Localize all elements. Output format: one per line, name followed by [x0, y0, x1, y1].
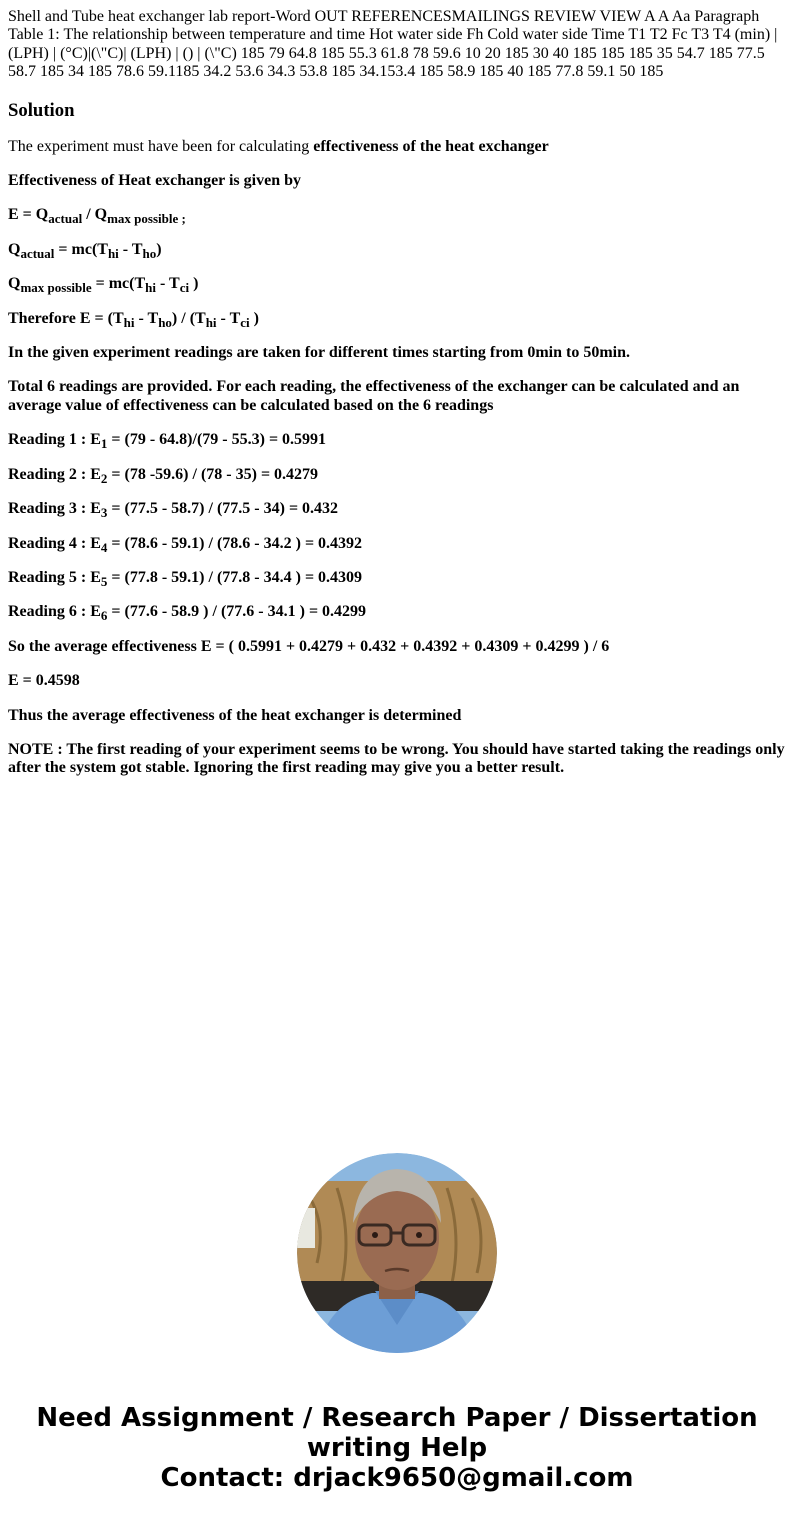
avatar — [297, 1153, 497, 1353]
contact-footer — [0, 1403, 794, 1493]
footer-line-2: writing Help — [306, 1433, 488, 1463]
formula-q-max: $Q_{max possible} = mc(T_{hi} - T_{ci}$ ) — [8, 275, 199, 296]
reading-4: Reading 4 : $E_4 = (78.6 - 59.1) / (78.6 - 34.2$ ) = 0.4392 — [8, 534, 363, 555]
intro-paragraph — [8, 138, 786, 156]
formula-effectiveness: $E = Q_{actual} / Q_{max possible ;}$ — [8, 206, 186, 227]
intro-plain: The experiment must have been for calculating — [8, 137, 314, 155]
average-formula: So the average effectiveness E = ( 0.5991 + 0.4279 + 0.432 + 0.4392 + 0.4309 + 0.4299 ) / 6 — [8, 637, 610, 655]
conclusion: Thus the average effectiveness of the heat exchanger is determined — [8, 706, 462, 724]
given-by: Effectiveness of Heat exchanger is given by — [8, 172, 301, 190]
header-text: Shell and Tube heat exchanger lab report-Word OUT REFERENCESMAILINGS REVIEW VIEW A A Aa Paragraph Table 1: The relationship between temperature and time Hot water side Fh Cold water side Time T1 T2 Fc T3 T4 (min) | (LPH) | (°C)|(\"C)| (LPH) | () | (\"C) 185 79 64.8 185 55.3 61.8 78 59.6 10 20 185 30 40 185 185 185 35 54.7 185 77.5 58.7 185 34 185 78.6 59.1185 34.2 53.6 34.3 53.8 185 34.153.4 185 58.9 185 40 185 77.8 59.1 50 185 — [8, 8, 778, 81]
reading-6: Reading 6 : $E_6 = (77.6 - 58.9$ ) / (77.6 - 34.1 ) = 0.4299 — [8, 603, 367, 624]
reading-5: Reading 5 : $E_5 = (77.8 - 59.1) / (77.8 - 34.4$ ) = 0.4309 — [8, 568, 363, 589]
reading-3: Reading 3 : $E_3 = (77.5 - 58.7) / (77.5 - 34) = 0.432$ — [8, 500, 339, 521]
reading-1: Reading 1 : $E_1 = (79 - 64.8)/(79 - 55.3) = 0.5991$ — [8, 431, 327, 452]
reading-2: Reading 2 : $E_2 = (78$ -59.6) / (78 - 35) = 0.4279 — [8, 465, 319, 486]
average-result: E = 0.4598 — [8, 672, 80, 690]
formula-therefore: Therefore $E = (T_{hi} - T_{ho}) / (T_{hi} - T_{ci}$ ) — [8, 309, 259, 330]
person-photo-icon — [297, 1153, 497, 1353]
readings-intro: In the given experiment readings are taken for different times starting from 0min to 50min. — [8, 344, 631, 362]
total-readings: Total 6 readings are provided. For each reading, the effectiveness of the exchanger can be calculated and an average value of effectiveness can be calculated based on the 6 readings — [8, 378, 740, 414]
solution-heading: Solution — [8, 99, 75, 121]
intro-bold: effectiveness of the heat exchanger — [313, 137, 549, 155]
formula-q-actual: $Q_{actual} = mc(T_{hi} - T_{ho})$ — [8, 240, 162, 261]
footer-line-1: Need Assignment / Research Paper / Dissertation — [36, 1403, 758, 1433]
footer-contact: Contact: drjack9650@gmail.com — [160, 1463, 634, 1493]
note: NOTE : The first reading of your experiment seems to be wrong. You should have started taking the readings only after the system got stable. Ignoring the first reading may give you a better result. — [8, 740, 785, 777]
